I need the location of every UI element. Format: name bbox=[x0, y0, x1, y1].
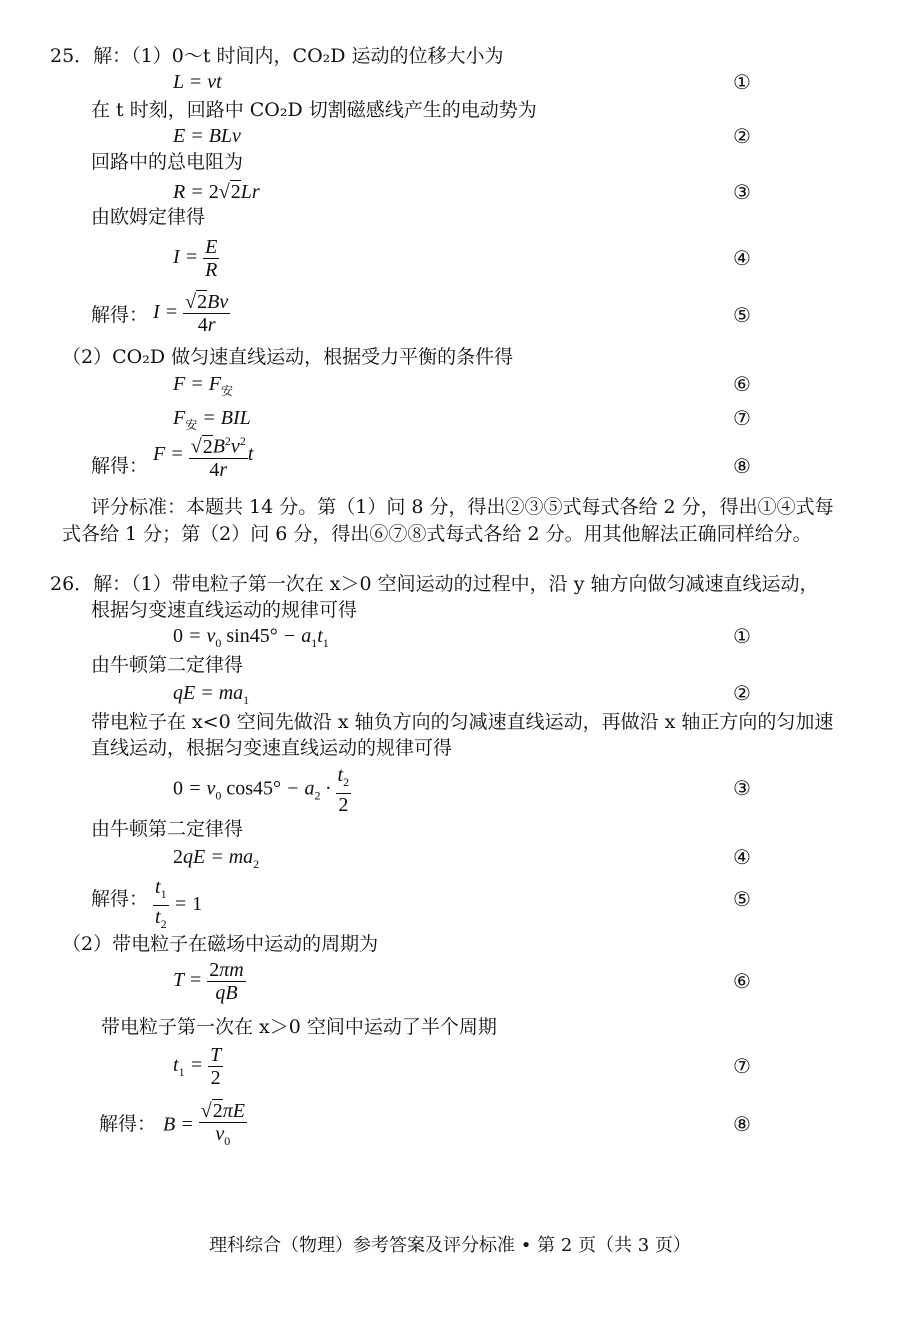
q26-eq4: $2qE = ma_2$ bbox=[173, 846, 260, 871]
q26-intro-b: 根据匀变速直线运动的规律可得 bbox=[91, 599, 358, 621]
q26-num1: ① bbox=[733, 624, 751, 648]
q25-eq3: R = 2√2Lr bbox=[173, 181, 260, 203]
q26-eq6: T = $\frac{2\pi m}{qB}$ bbox=[173, 959, 244, 1004]
q26-eq8: B = $\frac{√2\pi E}{v_0}$ bbox=[163, 1100, 245, 1148]
q26-line3: 带电粒子在 x<0 空间先做沿 x 轴负方向的匀减速直线运动，再做沿 x 轴正方向的匀加速 bbox=[91, 711, 834, 733]
q26-intro: 26．解：（1）带电粒子第一次在 x＞0 空间运动的过程中，沿 y 轴方向做匀减速直线运动， bbox=[50, 573, 819, 595]
q25-num6: ⑥ bbox=[733, 372, 751, 396]
q25-eq6: $F = F_安$ bbox=[173, 373, 233, 398]
q25-num5: ⑤ bbox=[733, 303, 751, 327]
q26-eq5: $\frac{t_1}{t_2}$ = 1 bbox=[155, 876, 203, 931]
q25-eq2: E = BLv bbox=[173, 125, 241, 147]
q26-line3-b: 直线运动，根据匀变速直线运动的规律可得 bbox=[91, 737, 453, 759]
q25-num4: ④ bbox=[733, 246, 751, 270]
q25-score-line2: 式各给 1 分；第（2）问 6 分，得出⑥⑦⑧式每式各给 2 分。用其他解法正确同样给分。 bbox=[62, 523, 812, 545]
q25-num3: ③ bbox=[733, 180, 751, 204]
q25-intro: 25．解：（1）0～t 时间内，CO₂D 运动的位移大小为 bbox=[50, 45, 504, 67]
q25-line2: 在 t 时刻，回路中 CO₂D 切割磁感线产生的电动势为 bbox=[91, 99, 537, 121]
q25-num8: ⑧ bbox=[733, 454, 751, 478]
q25-line4: 由欧姆定律得 bbox=[91, 206, 206, 228]
q26-eq7: $t_1$ = $\frac{T}{2}$ bbox=[173, 1044, 222, 1089]
q25-solve2-label: 解得： bbox=[91, 455, 149, 477]
q25-eq7: $F_安$ = BIL bbox=[173, 407, 251, 432]
q25-part2: （2）CO₂D 做匀速直线运动，根据受力平衡的条件得 bbox=[62, 346, 514, 368]
q26-solve2-label: 解得： bbox=[99, 1113, 157, 1135]
q26-solve1-label: 解得： bbox=[91, 888, 149, 910]
q26-num8: ⑧ bbox=[733, 1112, 751, 1136]
q25-line3: 回路中的总电阻为 bbox=[91, 151, 244, 173]
q25-num2: ② bbox=[733, 124, 751, 148]
q25-score-line1: 评分标准：本题共 14 分。第（1）问 8 分，得出②③⑤式每式各给 2 分，得出①④式每 bbox=[91, 496, 834, 518]
q26-num6: ⑥ bbox=[733, 969, 751, 993]
q25-solve1-label: 解得： bbox=[91, 304, 149, 326]
q26-part2: （2）带电粒子在磁场中运动的周期为 bbox=[62, 933, 379, 955]
q26-line6: 带电粒子第一次在 x＞0 空间中运动了半个周期 bbox=[101, 1016, 497, 1038]
q26-num4: ④ bbox=[733, 845, 751, 869]
q25-eq8: F = $\frac{√2B^2v^2}{4r}$ t bbox=[153, 430, 253, 481]
q26-eq1: $0 = v_0$ $\sin 45^\circ - a_1t_1$ bbox=[173, 625, 329, 650]
q26-line4: 由牛顿第二定律得 bbox=[91, 818, 244, 840]
q26-line2: 由牛顿第二定律得 bbox=[91, 654, 244, 676]
q25-num7: ⑦ bbox=[733, 406, 751, 430]
q26-num5: ⑤ bbox=[733, 887, 751, 911]
q25-eq4: I = $\frac{E}{R}$ bbox=[173, 236, 218, 281]
q25-eq1: L = vt bbox=[173, 71, 222, 93]
q25-num1: ① bbox=[733, 70, 751, 94]
page-footer: 理科综合（物理）参考答案及评分标准 • 第 2 页（共 3 页） bbox=[209, 1235, 691, 1256]
q26-num3: ③ bbox=[733, 776, 751, 800]
q25-eq5: I = $\frac{√2Bv}{4r}$ bbox=[153, 291, 229, 336]
q26-num7: ⑦ bbox=[733, 1054, 751, 1078]
q26-eq3: $0 = v_0$ $\cos 45^\circ - a_2$ · $\frac{t_2}{2}$ bbox=[173, 764, 350, 816]
q26-eq2: qE = $ma_1$ bbox=[173, 682, 250, 707]
q26-num2: ② bbox=[733, 681, 751, 705]
